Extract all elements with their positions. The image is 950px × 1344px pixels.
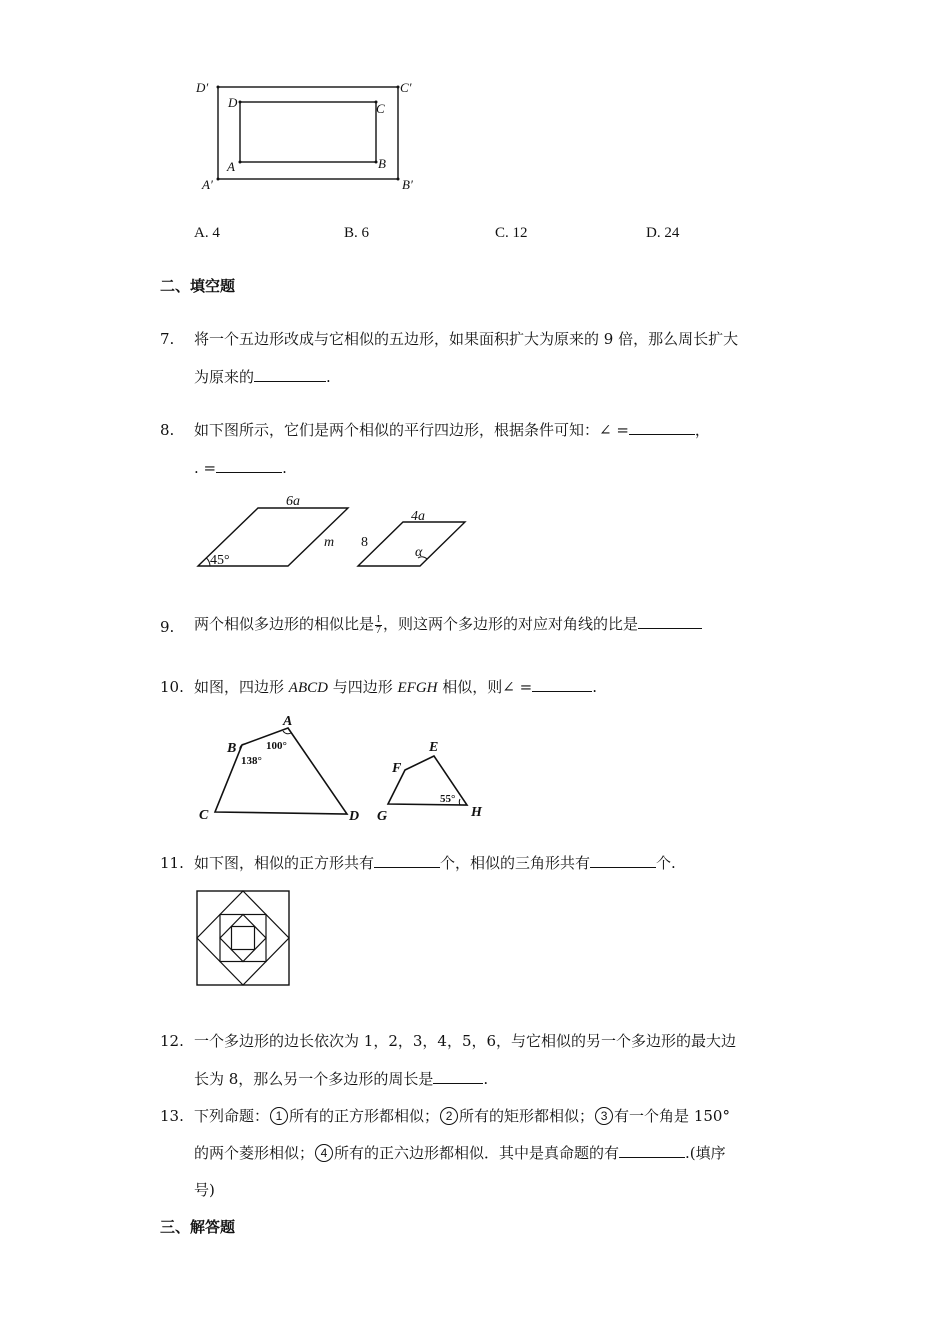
option-b[interactable]: B. 6 xyxy=(344,225,370,241)
q7-line2 xyxy=(194,366,331,388)
q13-text xyxy=(194,1105,730,1127)
q10-label-55deg: 55° xyxy=(440,793,456,805)
q7-answer-blank[interactable] xyxy=(254,366,326,382)
q8-text-main: 如下图所示，它们是两个相似的平行四边形，根据条件可知：∠ = xyxy=(194,421,629,439)
q13-line2 xyxy=(194,1142,726,1164)
q12-line2-end: . xyxy=(483,1070,489,1088)
q9-number: 9. xyxy=(160,618,175,636)
q8-separator: ， xyxy=(694,421,710,439)
q13-answer-blank[interactable] xyxy=(619,1142,685,1158)
section-title-fill-in: 二、填空题 xyxy=(160,277,236,295)
q10-label-100deg: 100° xyxy=(266,740,287,752)
q10-label-h: H xyxy=(471,805,482,820)
q13-prop-4: 所有的正六边形都相似．其中是真命题的有 xyxy=(334,1144,620,1162)
q8-line2 xyxy=(194,457,287,479)
q8-label-8: 8 xyxy=(361,535,368,550)
label-b: B xyxy=(378,156,386,171)
q11-number: 11. xyxy=(160,854,184,872)
q10-text-post: 相似，则∠ = xyxy=(437,678,533,696)
option-a[interactable]: A. 4 xyxy=(194,225,220,241)
label-d-prime: D′ xyxy=(196,80,209,95)
q12-text: 一个多边形的边长依次为 1，2，3，4，5，6，与它相似的另一个多边形的最大边 xyxy=(194,1032,737,1050)
q8-label-6a: 6a xyxy=(286,494,300,509)
q10-text-mid: 与四边形 xyxy=(327,678,398,696)
q11-text-post: 个. xyxy=(656,854,676,872)
section-title-solve: 三、解答题 xyxy=(160,1218,236,1236)
q9-fraction xyxy=(375,615,382,636)
q13-circle-1: 1 xyxy=(270,1107,288,1125)
q10-label-e: E xyxy=(429,740,439,755)
q8-label-4a: 4a xyxy=(411,509,425,524)
q10-efgh: EFGH xyxy=(397,680,438,696)
q9-text-pre: 两个相似多边形的相似比是 xyxy=(194,615,375,633)
q8-label-m: m xyxy=(324,535,335,550)
q8-label-alpha: α xyxy=(415,545,423,560)
q13-circle-3: 3 xyxy=(595,1107,613,1125)
q13-circle-2: 2 xyxy=(440,1107,458,1125)
q13-line1-pre: 下列命题： xyxy=(194,1107,270,1125)
q8-parallelograms-figure xyxy=(190,488,480,578)
q13-circle-4: 4 xyxy=(315,1144,333,1162)
q10-text-end: . xyxy=(592,678,597,696)
q13-number: 13. xyxy=(160,1107,184,1125)
q7-line2-pre: 为原来的 xyxy=(194,368,255,386)
q10-answer-blank[interactable] xyxy=(532,676,592,692)
q8-text xyxy=(194,419,710,441)
q12-line2 xyxy=(194,1068,488,1090)
q10-label-f: F xyxy=(392,761,402,776)
q10-quadrilaterals-figure xyxy=(190,708,500,828)
q13-prop-2: 所有的矩形都相似； xyxy=(459,1107,595,1125)
q10-label-g: G xyxy=(377,809,388,824)
q11-answer-blank-2[interactable] xyxy=(590,852,656,868)
label-b-prime: B′ xyxy=(402,177,413,192)
q10-number: 10. xyxy=(160,678,184,696)
q12-number: 12. xyxy=(160,1032,184,1050)
q11-text-pre: 如下图，相似的正方形共有 xyxy=(194,854,375,872)
label-c: C xyxy=(376,101,385,116)
q10-label-c: C xyxy=(199,808,209,823)
q11-answer-blank-1[interactable] xyxy=(374,852,440,868)
q7-number: 7. xyxy=(160,330,175,348)
option-d[interactable]: D. 24 xyxy=(646,225,680,241)
label-a: A xyxy=(227,159,235,174)
q12-answer-blank[interactable] xyxy=(433,1068,483,1084)
q9-fraction-num: 1 xyxy=(376,613,382,625)
q8-answer-blank-2[interactable] xyxy=(216,457,282,473)
q7-text: 将一个五边形改成与它相似的五边形，如果面积扩大为原来的 9 倍，那么周长扩大 xyxy=(194,330,739,348)
q9-text xyxy=(194,613,702,636)
q7-line2-end: . xyxy=(326,368,331,386)
q8-line2-end: . xyxy=(282,459,287,477)
q8-number: 8. xyxy=(160,421,175,439)
q13-prop-1: 所有的正方形都相似； xyxy=(289,1107,440,1125)
q12-line2-pre: 长为 8，那么另一个多边形的周长是 xyxy=(194,1070,434,1088)
q11-text xyxy=(194,852,676,874)
q8-line2-pre: . = xyxy=(194,459,217,477)
q13-line2-pre: 的两个菱形相似； xyxy=(194,1144,315,1162)
label-c-prime: C′ xyxy=(400,80,412,95)
q13-line2-end: .(填序 xyxy=(685,1144,726,1162)
q10-abcd: ABCD xyxy=(288,680,328,696)
q13-line3: 号) xyxy=(194,1181,215,1199)
q8-answer-blank-1[interactable] xyxy=(629,419,695,435)
q10-label-d: D xyxy=(349,809,360,824)
q11-nested-squares-figure xyxy=(194,888,294,988)
q9-text-post: ，则这两个多边形的对应对角线的比是 xyxy=(383,615,639,633)
q10-label-138deg: 138° xyxy=(241,755,262,767)
q10-label-a: A xyxy=(283,714,293,729)
q8-label-45deg: 45° xyxy=(210,553,230,568)
q10-text-pre: 如图，四边形 xyxy=(194,678,289,696)
option-c[interactable]: C. 12 xyxy=(495,225,528,241)
q13-prop-3: 有一个角是 150° xyxy=(614,1107,730,1125)
label-a-prime: A′ xyxy=(202,177,213,192)
q10-text xyxy=(194,676,597,699)
label-d: D xyxy=(228,95,238,110)
q9-answer-blank[interactable] xyxy=(638,613,702,629)
q6-rectangles-figure xyxy=(190,75,430,195)
q9-fraction-den: 7 xyxy=(376,624,382,636)
q11-text-mid: 个，相似的三角形共有 xyxy=(440,854,591,872)
q10-label-b: B xyxy=(227,741,237,756)
